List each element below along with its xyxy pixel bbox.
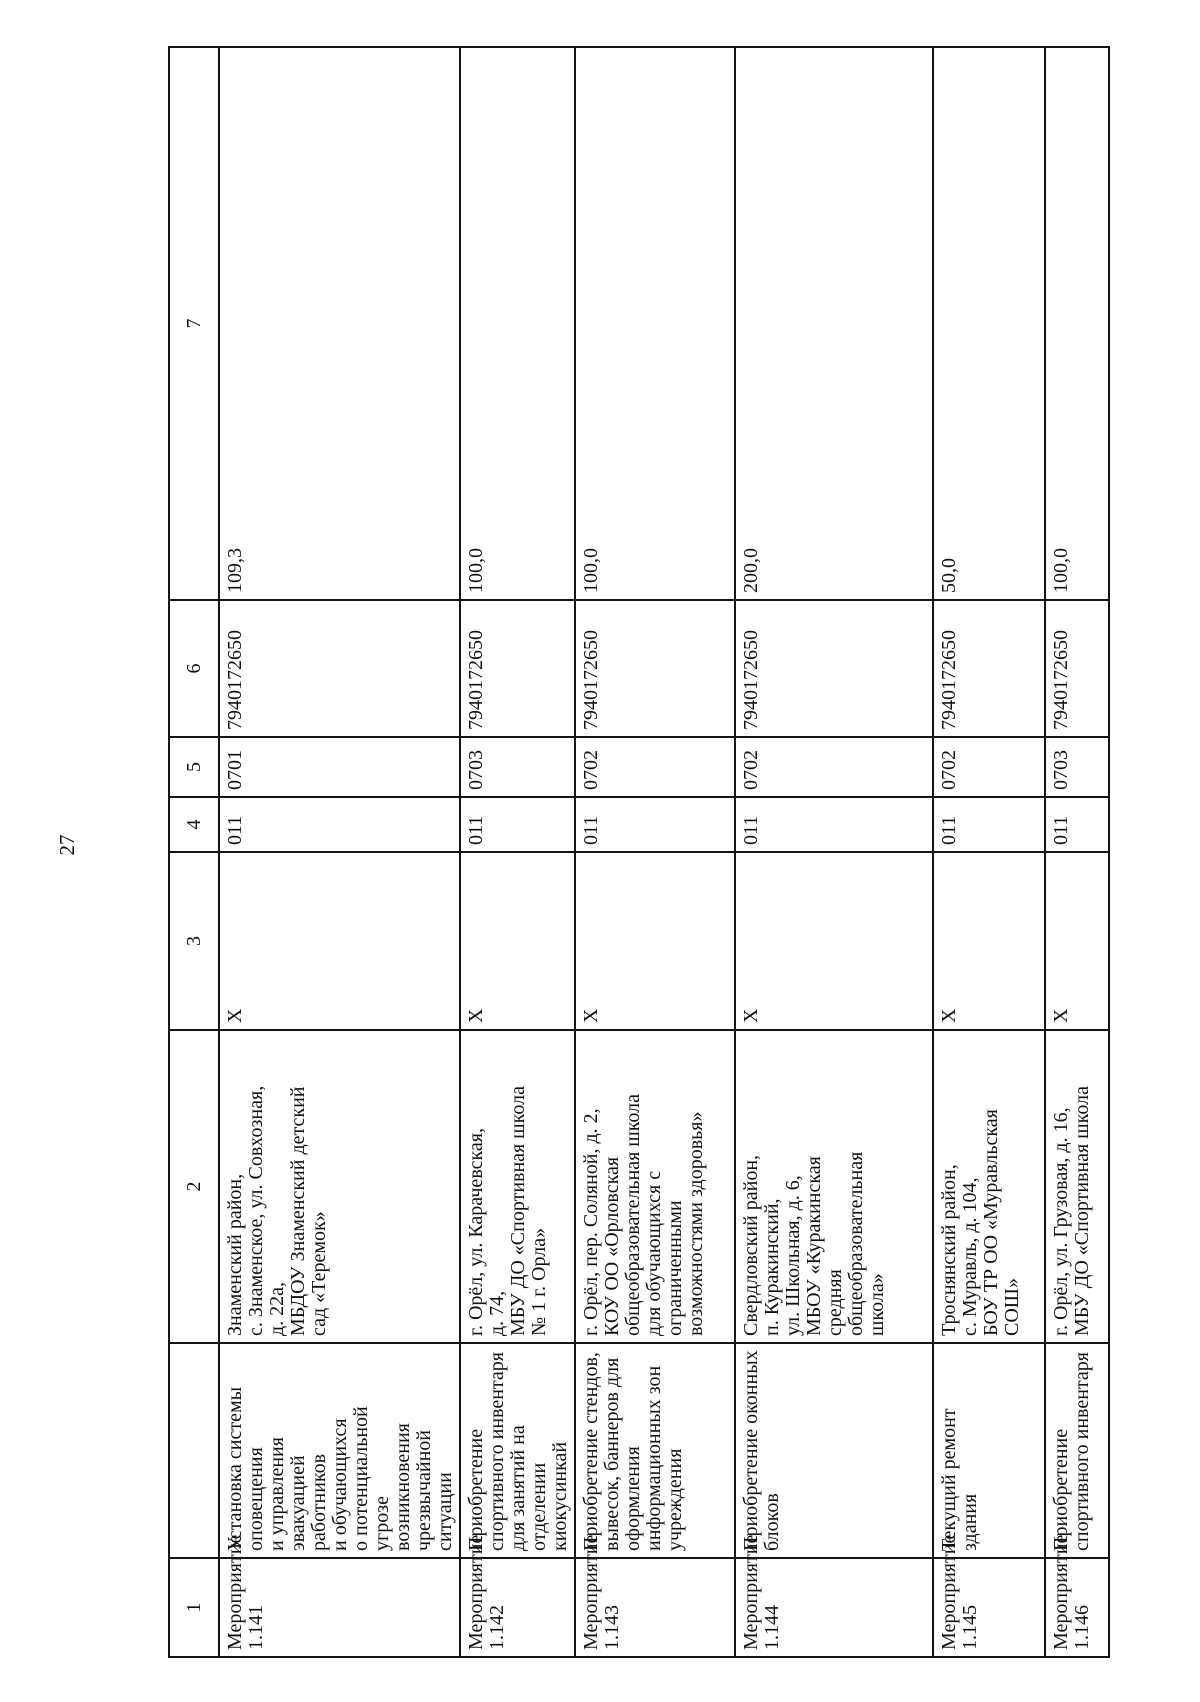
column-7-value: 50,0 (933, 47, 1045, 600)
measure-address: Знаменский район, с. Знаменское, ул. Совхозная, д. 22а, МБДОУ Знаменский детский сад «Теремок» (219, 1030, 460, 1343)
table-row (933, 47, 1045, 1657)
column-5-value: 0701 (219, 737, 460, 797)
header-cell-5: 5 (169, 737, 219, 797)
header-cell-3: 3 (169, 852, 219, 1030)
table-row (219, 47, 460, 1657)
document-table-container (168, 48, 1093, 1658)
table-header-row (169, 47, 219, 1657)
measure-description: Приобретение оконных блоков (735, 1343, 933, 1558)
measure-description: Текущий ремонт здания (933, 1343, 1045, 1558)
table-row (735, 47, 933, 1657)
measure-description: Приобретение спортивного инвентаря (1045, 1343, 1109, 1558)
column-4-value: 011 (735, 797, 933, 852)
column-4-value: 011 (933, 797, 1045, 852)
column-6-value: 7940172650 (460, 600, 575, 737)
measure-id: Мероприятие 1.144 (735, 1558, 933, 1657)
column-6-value: 7940172650 (219, 600, 460, 737)
column-3-value: Х (575, 852, 735, 1030)
header-cell-2: 2 (169, 1030, 219, 1343)
column-5-value: 0703 (460, 737, 575, 797)
measure-id: Мероприятие 1.141 (219, 1558, 460, 1657)
measure-id: Мероприятие 1.146 (1045, 1558, 1109, 1657)
column-6-value: 7940172650 (933, 600, 1045, 737)
column-3-value: Х (1045, 852, 1109, 1030)
column-5-value: 0702 (735, 737, 933, 797)
page-number: 27 (55, 834, 79, 856)
measure-description: Приобретение стендов, вывесок, баннеров для оформления информационных зон учреждения (575, 1343, 735, 1558)
column-4-value: 011 (460, 797, 575, 852)
column-7-value: 100,0 (575, 47, 735, 600)
column-3-value: Х (460, 852, 575, 1030)
measure-id: Мероприятие 1.142 (460, 1558, 575, 1657)
measure-id: Мероприятие 1.143 (575, 1558, 735, 1657)
header-cell-7: 7 (169, 47, 219, 600)
measures-table (168, 46, 1110, 1658)
column-3-value: Х (219, 852, 460, 1030)
measure-address: Троснянский район, с. Муравль, д. 104, БОУ ТР ОО «Муравльская СОШ» (933, 1030, 1045, 1343)
column-6-value: 7940172650 (735, 600, 933, 737)
column-7-value: 100,0 (460, 47, 575, 600)
measure-address: г. Орёл, ул. Грузовая, д. 16, МБУ ДО «Спортивная школа (1045, 1030, 1109, 1343)
measure-address: Свердловский район, п. Куракинский, ул. Школьная, д. 6, МБОУ «Куракинская средняя общеобразовательная школа» (735, 1030, 933, 1343)
table-row (575, 47, 735, 1657)
column-4-value: 011 (1045, 797, 1109, 852)
rotated-table (168, 48, 1093, 1658)
column-7-value: 100,0 (1045, 47, 1109, 600)
column-7-value: 200,0 (735, 47, 933, 600)
column-3-value: Х (933, 852, 1045, 1030)
table-row (1045, 47, 1109, 1657)
header-cell-6: 6 (169, 600, 219, 737)
column-4-value: 011 (219, 797, 460, 852)
column-3-value: Х (735, 852, 933, 1030)
column-5-value: 0703 (1045, 737, 1109, 797)
measure-address: г. Орёл, ул. Карачевская, д. 74, МБУ ДО «Спортивная школа № 1 г. Орла» (460, 1030, 575, 1343)
measure-id: Мероприятие 1.145 (933, 1558, 1045, 1657)
column-5-value: 0702 (575, 737, 735, 797)
measure-description: Установка системы оповещения и управления эвакуацией работников и обучающихся о потенциальной угрозе возникновения чрезвычайной ситуации (219, 1343, 460, 1558)
column-6-value: 7940172650 (1045, 600, 1109, 737)
header-cell-4: 4 (169, 797, 219, 852)
measure-description: Приобретение спортивного инвентаря для занятий на отделении киокусинкай (460, 1343, 575, 1558)
header-cell-1: 1 (169, 1558, 219, 1657)
header-cell-description (169, 1343, 219, 1558)
table-row (460, 47, 575, 1657)
column-6-value: 7940172650 (575, 600, 735, 737)
measure-address: г. Орёл, пер. Соляной, д. 2, КОУ ОО «Орловская общеобразовательная школа для обучающихся с ограниченными возможностями здоровья» (575, 1030, 735, 1343)
column-4-value: 011 (575, 797, 735, 852)
column-7-value: 109,3 (219, 47, 460, 600)
column-5-value: 0702 (933, 737, 1045, 797)
